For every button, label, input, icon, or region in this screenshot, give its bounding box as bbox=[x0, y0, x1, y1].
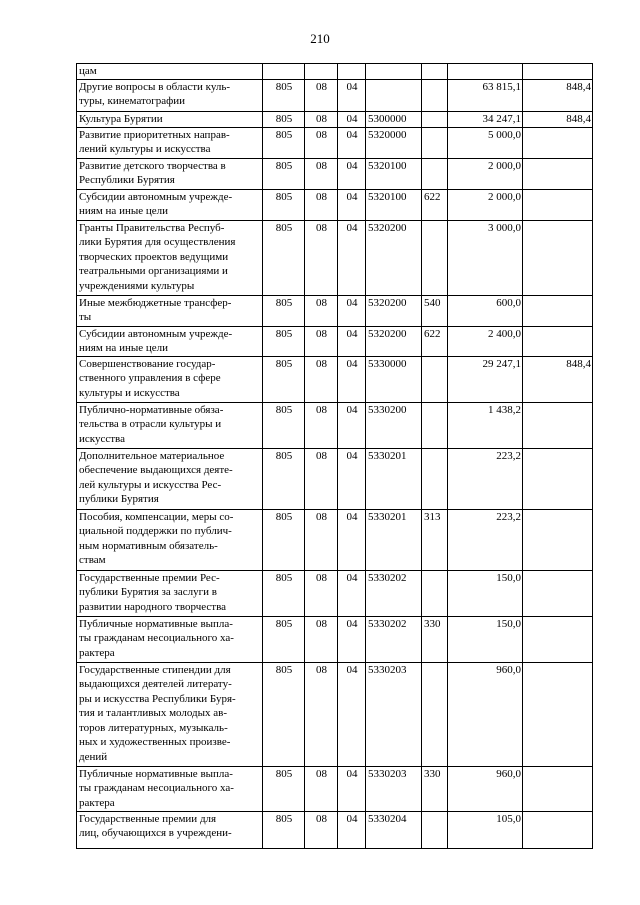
ministry-code: 805 bbox=[263, 356, 305, 402]
table-row bbox=[77, 662, 593, 766]
subsection-code: 04 bbox=[338, 326, 366, 356]
section-code: 08 bbox=[305, 189, 338, 220]
row-name: Гранты Правительства Респуб- лики Бурятия для осуществления творческих проектов ведущими театральными организациями и учреждениями культуры bbox=[77, 220, 263, 295]
table-row bbox=[77, 189, 593, 220]
amount-federal bbox=[523, 448, 593, 509]
subsection-code: 04 bbox=[338, 356, 366, 402]
expense-type-code bbox=[422, 662, 448, 766]
target-article-code: 5330204 bbox=[366, 811, 422, 848]
amount-federal bbox=[523, 158, 593, 189]
target-article-code: 5320200 bbox=[366, 326, 422, 356]
amount-federal bbox=[523, 220, 593, 295]
amount-federal bbox=[523, 295, 593, 326]
amount-total: 960,0 bbox=[448, 766, 523, 811]
expense-type-code bbox=[422, 402, 448, 448]
ministry-code: 805 bbox=[263, 127, 305, 158]
amount-total: 34 247,1 bbox=[448, 111, 523, 127]
expense-type-code bbox=[422, 448, 448, 509]
expense-type-code bbox=[422, 127, 448, 158]
amount-federal bbox=[523, 402, 593, 448]
table-row bbox=[77, 616, 593, 662]
target-article-code: 5320000 bbox=[366, 127, 422, 158]
table-row bbox=[77, 220, 593, 295]
amount-federal bbox=[523, 570, 593, 616]
amount-total: 223,2 bbox=[448, 509, 523, 570]
target-article-code: 5320100 bbox=[366, 189, 422, 220]
section-code: 08 bbox=[305, 111, 338, 127]
ministry-code: 805 bbox=[263, 326, 305, 356]
amount-federal bbox=[523, 326, 593, 356]
section-code: 08 bbox=[305, 127, 338, 158]
ministry-code bbox=[263, 64, 305, 80]
section-code: 08 bbox=[305, 220, 338, 295]
amount-total: 2 000,0 bbox=[448, 158, 523, 189]
row-name: Государственные премии для лиц, обучающихся в учреждени- bbox=[77, 811, 263, 848]
amount-total: 2 000,0 bbox=[448, 189, 523, 220]
table-row bbox=[77, 811, 593, 848]
expense-type-code bbox=[422, 64, 448, 80]
amount-total: 600,0 bbox=[448, 295, 523, 326]
expense-type-code bbox=[422, 570, 448, 616]
subsection-code: 04 bbox=[338, 766, 366, 811]
row-name: цам bbox=[77, 64, 263, 80]
target-article-code: 5330203 bbox=[366, 662, 422, 766]
table-row bbox=[77, 509, 593, 570]
ministry-code: 805 bbox=[263, 509, 305, 570]
amount-federal bbox=[523, 662, 593, 766]
ministry-code: 805 bbox=[263, 189, 305, 220]
section-code: 08 bbox=[305, 509, 338, 570]
row-name: Другие вопросы в области куль- туры, кинематографии bbox=[77, 79, 263, 111]
row-name: Государственные премии Рес- публики Бурятия за заслуги в развитии народного творчества bbox=[77, 570, 263, 616]
amount-total: 150,0 bbox=[448, 570, 523, 616]
ministry-code: 805 bbox=[263, 616, 305, 662]
target-article-code: 5330202 bbox=[366, 570, 422, 616]
table-row bbox=[77, 127, 593, 158]
amount-total: 150,0 bbox=[448, 616, 523, 662]
table-row bbox=[77, 326, 593, 356]
row-name: Субсидии автономным учрежде- ниям на иные цели bbox=[77, 189, 263, 220]
subsection-code: 04 bbox=[338, 402, 366, 448]
amount-total: 960,0 bbox=[448, 662, 523, 766]
table-row bbox=[77, 570, 593, 616]
subsection-code: 04 bbox=[338, 811, 366, 848]
row-name: Государственные стипендии для выдающихся деятелей литерату- ры и искусства Республики Буря- тия и талантливых молодых ав- торов литературных, музыкаль- ных и художественных произве- дений bbox=[77, 662, 263, 766]
amount-federal bbox=[523, 766, 593, 811]
subsection-code: 04 bbox=[338, 158, 366, 189]
subsection-code: 04 bbox=[338, 111, 366, 127]
page-number: 210 bbox=[310, 31, 330, 46]
target-article-code: 5330201 bbox=[366, 509, 422, 570]
ministry-code: 805 bbox=[263, 111, 305, 127]
expense-type-code: 313 bbox=[422, 509, 448, 570]
amount-total: 223,2 bbox=[448, 448, 523, 509]
amount-federal bbox=[523, 616, 593, 662]
section-code: 08 bbox=[305, 662, 338, 766]
table-row bbox=[77, 64, 593, 80]
budget-table bbox=[76, 63, 593, 849]
amount-total: 29 247,1 bbox=[448, 356, 523, 402]
row-name: Публично-нормативные обяза- тельства в отрасли культуры и искусства bbox=[77, 402, 263, 448]
expense-type-code bbox=[422, 220, 448, 295]
expense-type-code: 622 bbox=[422, 326, 448, 356]
target-article-code: 5330201 bbox=[366, 448, 422, 509]
amount-total: 3 000,0 bbox=[448, 220, 523, 295]
subsection-code: 04 bbox=[338, 570, 366, 616]
target-article-code: 5320200 bbox=[366, 220, 422, 295]
expense-type-code: 622 bbox=[422, 189, 448, 220]
section-code: 08 bbox=[305, 811, 338, 848]
expense-type-code: 330 bbox=[422, 616, 448, 662]
amount-federal bbox=[523, 189, 593, 220]
subsection-code bbox=[338, 64, 366, 80]
table-row bbox=[77, 766, 593, 811]
target-article-code: 5320100 bbox=[366, 158, 422, 189]
row-name: Культура Бурятии bbox=[77, 111, 263, 127]
target-article-code bbox=[366, 79, 422, 111]
row-name: Иные межбюджетные трансфер- ты bbox=[77, 295, 263, 326]
row-name: Пособия, компенсации, меры со- циальной поддержки по публич- ным нормативным обязатель- ствам bbox=[77, 509, 263, 570]
expense-type-code bbox=[422, 811, 448, 848]
ministry-code: 805 bbox=[263, 402, 305, 448]
expense-type-code bbox=[422, 158, 448, 189]
target-article-code: 5330000 bbox=[366, 356, 422, 402]
expense-type-code bbox=[422, 79, 448, 111]
subsection-code: 04 bbox=[338, 616, 366, 662]
amount-total: 105,0 bbox=[448, 811, 523, 848]
ministry-code: 805 bbox=[263, 79, 305, 111]
target-article-code: 5330202 bbox=[366, 616, 422, 662]
amount-federal bbox=[523, 127, 593, 158]
target-article-code: 5320200 bbox=[366, 295, 422, 326]
ministry-code: 805 bbox=[263, 295, 305, 326]
row-name: Развитие детского творчества в Республики Бурятия bbox=[77, 158, 263, 189]
section-code: 08 bbox=[305, 766, 338, 811]
row-name: Развитие приоритетных направ- лений культуры и искусства bbox=[77, 127, 263, 158]
table-row bbox=[77, 158, 593, 189]
ministry-code: 805 bbox=[263, 766, 305, 811]
table-row bbox=[77, 448, 593, 509]
section-code: 08 bbox=[305, 616, 338, 662]
table-row bbox=[77, 111, 593, 127]
expense-type-code: 540 bbox=[422, 295, 448, 326]
section-code: 08 bbox=[305, 326, 338, 356]
amount-total: 5 000,0 bbox=[448, 127, 523, 158]
subsection-code: 04 bbox=[338, 220, 366, 295]
amount-total: 2 400,0 bbox=[448, 326, 523, 356]
expense-type-code: 330 bbox=[422, 766, 448, 811]
amount-federal bbox=[523, 64, 593, 80]
section-code: 08 bbox=[305, 158, 338, 189]
target-article-code: 5330203 bbox=[366, 766, 422, 811]
amount-federal: 848,4 bbox=[523, 356, 593, 402]
ministry-code: 805 bbox=[263, 448, 305, 509]
subsection-code: 04 bbox=[338, 448, 366, 509]
expense-type-code bbox=[422, 111, 448, 127]
amount-total: 1 438,2 bbox=[448, 402, 523, 448]
amount-total bbox=[448, 64, 523, 80]
subsection-code: 04 bbox=[338, 509, 366, 570]
amount-federal bbox=[523, 811, 593, 848]
ministry-code: 805 bbox=[263, 158, 305, 189]
section-code: 08 bbox=[305, 570, 338, 616]
row-name: Публичные нормативные выпла- ты гражданам несоциального ха- рактера bbox=[77, 616, 263, 662]
table-row bbox=[77, 356, 593, 402]
budget-table-body bbox=[77, 64, 593, 849]
subsection-code: 04 bbox=[338, 295, 366, 326]
subsection-code: 04 bbox=[338, 662, 366, 766]
target-article-code: 5330200 bbox=[366, 402, 422, 448]
row-name: Субсидии автономным учрежде- ниям на иные цели bbox=[77, 326, 263, 356]
row-name: Дополнительное материальное обеспечение выдающихся деяте- лей культуры и искусства Рес- публики Бурятия bbox=[77, 448, 263, 509]
amount-federal bbox=[523, 509, 593, 570]
target-article-code: 5300000 bbox=[366, 111, 422, 127]
subsection-code: 04 bbox=[338, 189, 366, 220]
row-name: Публичные нормативные выпла- ты гражданам несоциального ха- рактера bbox=[77, 766, 263, 811]
ministry-code: 805 bbox=[263, 220, 305, 295]
table-row bbox=[77, 402, 593, 448]
subsection-code: 04 bbox=[338, 79, 366, 111]
ministry-code: 805 bbox=[263, 662, 305, 766]
row-name: Совершенствование государ- ственного управления в сфере культуры и искусства bbox=[77, 356, 263, 402]
section-code: 08 bbox=[305, 448, 338, 509]
table-row bbox=[77, 79, 593, 111]
amount-federal: 848,4 bbox=[523, 79, 593, 111]
target-article-code bbox=[366, 64, 422, 80]
ministry-code: 805 bbox=[263, 570, 305, 616]
amount-federal: 848,4 bbox=[523, 111, 593, 127]
expense-type-code bbox=[422, 356, 448, 402]
section-code: 08 bbox=[305, 402, 338, 448]
ministry-code: 805 bbox=[263, 811, 305, 848]
section-code: 08 bbox=[305, 295, 338, 326]
amount-total: 63 815,1 bbox=[448, 79, 523, 111]
section-code bbox=[305, 64, 338, 80]
subsection-code: 04 bbox=[338, 127, 366, 158]
table-row bbox=[77, 295, 593, 326]
section-code: 08 bbox=[305, 79, 338, 111]
section-code: 08 bbox=[305, 356, 338, 402]
